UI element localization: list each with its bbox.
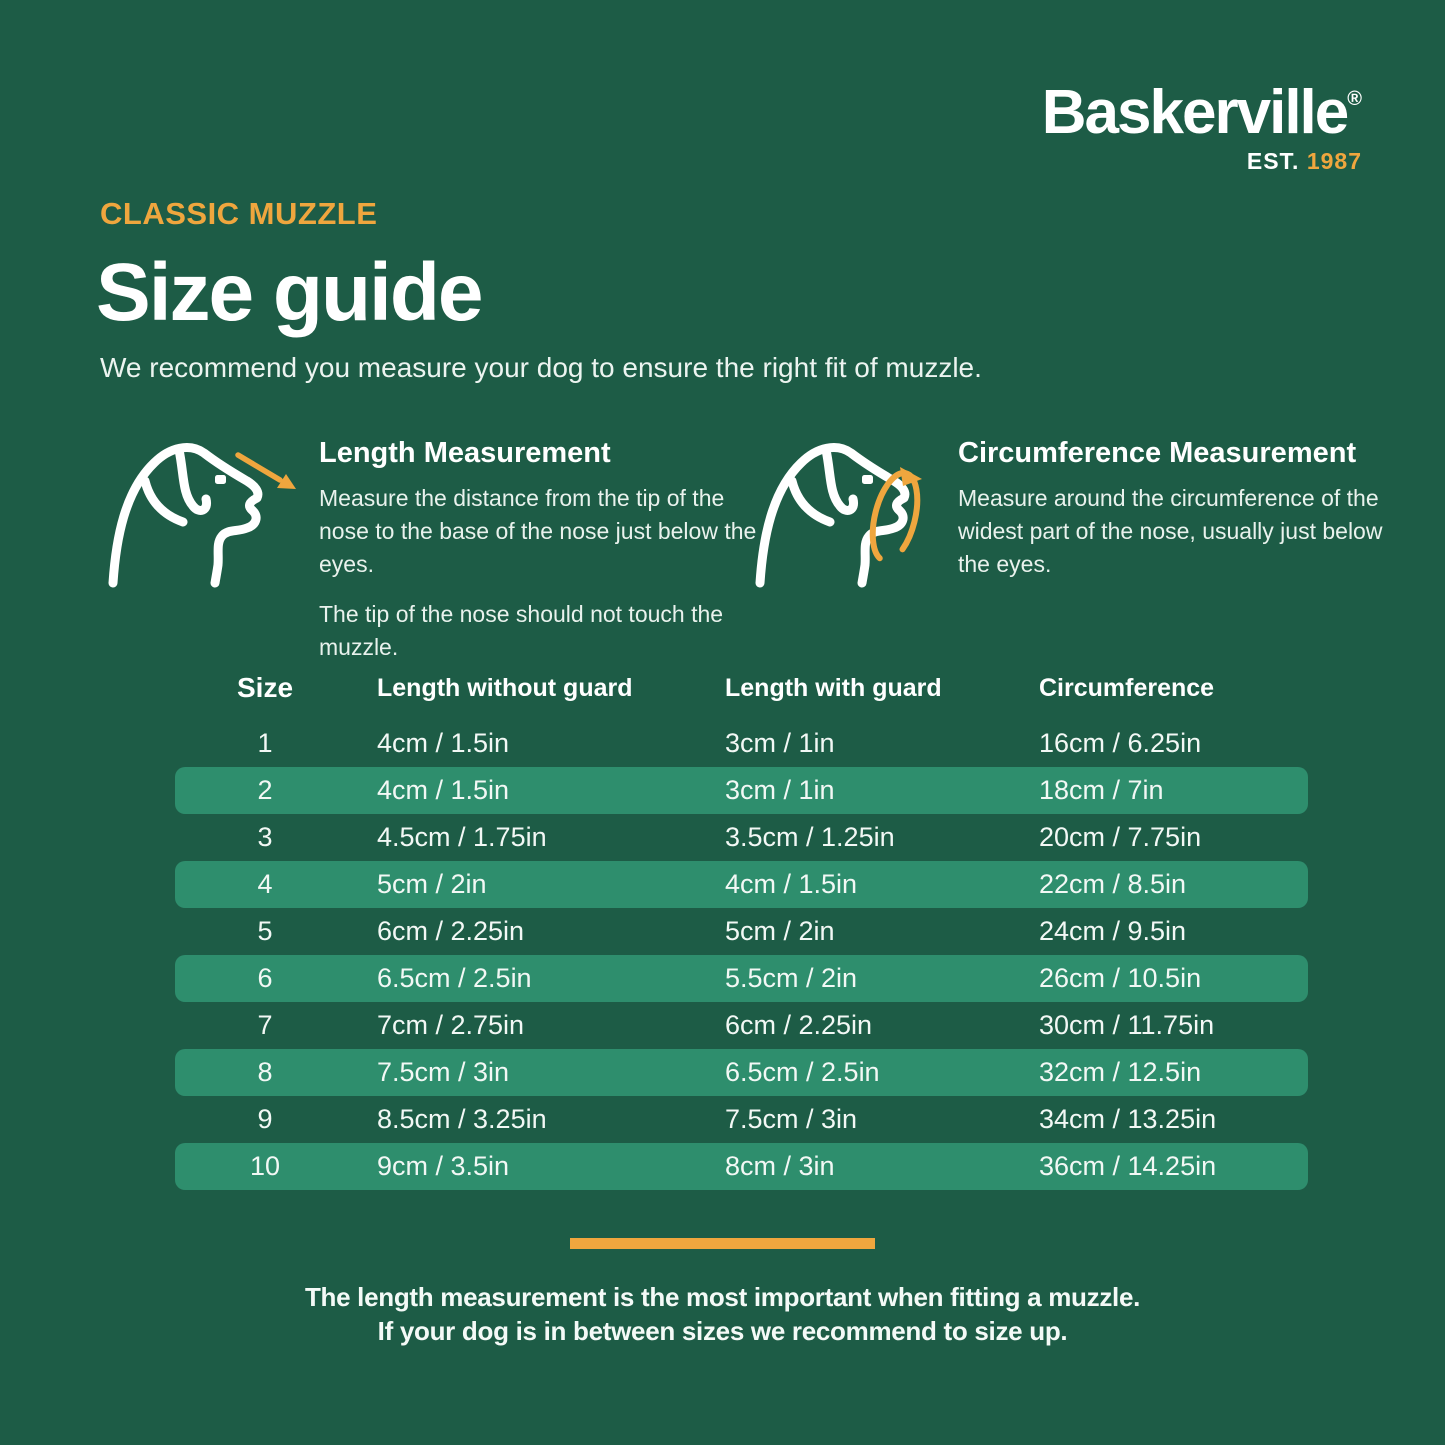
length-without-guard-cell: 5cm / 2in	[377, 869, 487, 899]
footer-line-1: The length measurement is the most important when fitting a muzzle.	[304, 1282, 1141, 1312]
size-cell: 6	[257, 963, 273, 993]
length-with-guard-cell: 5cm / 2in	[725, 916, 835, 946]
size-cell: 5	[257, 916, 273, 946]
length-with-guard-cell: 7.5cm / 3in	[725, 1104, 858, 1134]
length-without-guard-cell: 9cm / 3.5in	[377, 1151, 510, 1181]
size-cell: 3	[257, 822, 273, 852]
length-with-guard-cell: 3cm / 1in	[725, 728, 835, 758]
length-without-guard-cell: 7cm / 2.75in	[377, 1010, 525, 1040]
circumference-measurement-title: Circumference Measurement	[958, 437, 1357, 469]
length-with-guard-cell: 3cm / 1in	[725, 775, 835, 805]
table-row	[175, 861, 1308, 908]
table-row	[175, 1096, 1308, 1143]
length-measurement-section	[319, 438, 777, 664]
logo-est-year: 1987	[1306, 148, 1362, 174]
circumference-cell: 20cm / 7.75in	[1039, 822, 1202, 852]
accent-divider	[570, 1238, 875, 1249]
circumference-cell: 16cm / 6.25in	[1039, 728, 1202, 758]
table-row	[175, 1049, 1308, 1096]
size-table	[175, 668, 1308, 1190]
circumference-cell: 30cm / 11.75in	[1039, 1010, 1215, 1040]
length-without-guard-cell: 7.5cm / 3in	[377, 1057, 510, 1087]
logo-established	[1042, 150, 1362, 173]
circumference-cell: 22cm / 8.5in	[1039, 869, 1187, 899]
footer-line-2: If your dog is in between sizes we recommend to size up.	[377, 1316, 1068, 1346]
column-header-length-with-guard: Length with guard	[725, 673, 942, 702]
circumference-cell: 24cm / 9.5in	[1039, 916, 1187, 946]
circumference-cell: 18cm / 7in	[1039, 775, 1164, 805]
table-row	[175, 955, 1308, 1002]
size-cell: 2	[257, 775, 273, 805]
length-with-guard-cell: 3.5cm / 1.25in	[725, 822, 895, 852]
brand-logo	[1041, 78, 1362, 174]
length-without-guard-cell: 4.5cm / 1.75in	[377, 822, 547, 852]
length-with-guard-cell: 5.5cm / 2in	[725, 963, 858, 993]
size-cell: 1	[257, 728, 273, 758]
dog-head-circumference-loop-icon	[747, 433, 957, 588]
circumference-cell: 36cm / 14.25in	[1039, 1151, 1217, 1181]
length-with-guard-cell: 4cm / 1.5in	[725, 869, 858, 899]
size-cell: 9	[257, 1104, 273, 1134]
length-with-guard-cell: 8cm / 3in	[725, 1151, 835, 1181]
dog-head-length-arrow-icon	[100, 433, 310, 588]
length-without-guard-cell: 4cm / 1.5in	[377, 775, 510, 805]
size-cell: 4	[257, 869, 273, 899]
table-row	[175, 814, 1308, 861]
table-row	[175, 1143, 1308, 1190]
logo-wordmark: Baskerville	[1041, 78, 1348, 147]
column-header-circumference: Circumference	[1039, 673, 1215, 702]
logo-est-label: EST.	[1246, 148, 1300, 174]
circumference-measurement-text: Measure around the circumference of the widest part of the nose, usually just below the eyes.	[958, 484, 1383, 577]
circumference-cell: 34cm / 13.25in	[1039, 1104, 1217, 1134]
circumference-cell: 26cm / 10.5in	[1039, 963, 1202, 993]
size-cell: 10	[249, 1151, 281, 1181]
length-measurement-text-1: Measure the distance from the tip of the nose to the base of the nose just below the eyes.	[319, 484, 757, 577]
size-table-header-row	[175, 668, 1308, 708]
page-subtitle: We recommend you measure your dog to ensure the right fit of muzzle.	[100, 352, 982, 383]
product-category-label: CLASSIC MUZZLE	[100, 196, 378, 231]
page-title: Size guide	[96, 247, 482, 338]
length-without-guard-cell: 6cm / 2.25in	[377, 916, 525, 946]
registered-trademark-symbol: ®	[1347, 88, 1362, 110]
length-without-guard-cell: 8.5cm / 3.25in	[377, 1104, 547, 1134]
length-with-guard-cell: 6cm / 2.25in	[725, 1010, 873, 1040]
column-header-length-without-guard: Length without guard	[377, 673, 633, 702]
table-row	[175, 908, 1308, 955]
size-cell: 8	[257, 1057, 273, 1087]
table-row	[175, 767, 1308, 814]
column-header-size: Size	[236, 672, 294, 703]
size-cell: 7	[257, 1010, 273, 1040]
footer-note	[0, 1280, 1445, 1348]
circumference-measurement-section	[958, 438, 1388, 581]
table-row	[175, 720, 1308, 767]
length-without-guard-cell: 4cm / 1.5in	[377, 728, 510, 758]
length-with-guard-cell: 6.5cm / 2.5in	[725, 1057, 880, 1087]
length-measurement-title: Length Measurement	[319, 437, 611, 469]
circumference-cell: 32cm / 12.5in	[1039, 1057, 1202, 1087]
length-without-guard-cell: 6.5cm / 2.5in	[377, 963, 532, 993]
length-measurement-text-2: The tip of the nose should not touch the muzzle.	[319, 600, 724, 660]
table-row	[175, 1002, 1308, 1049]
